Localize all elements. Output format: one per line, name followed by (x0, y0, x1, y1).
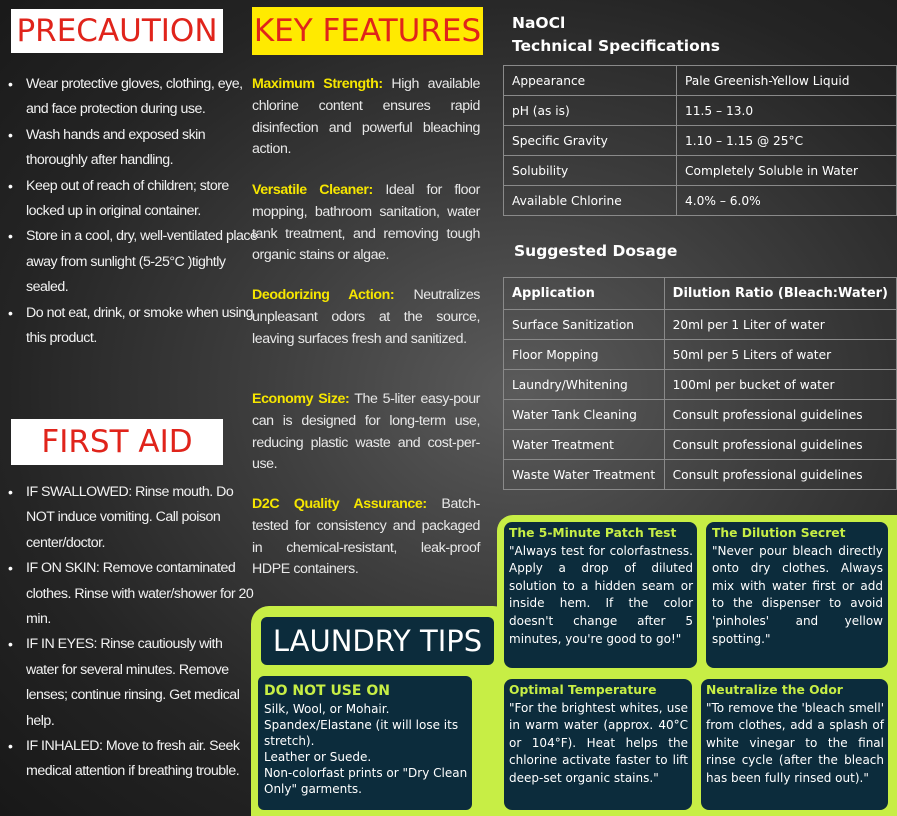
tip-card-title: The 5-Minute Patch Test (509, 526, 677, 540)
spec-value: Completely Soluble in Water (677, 156, 897, 186)
feature-title: Versatile Cleaner: (252, 182, 373, 198)
do-not-use-card (258, 676, 472, 810)
dosage-ratio: Consult professional guidelines (664, 430, 896, 460)
dosage-application: Surface Sanitization (504, 310, 665, 340)
dosage-application: Laundry/Whitening (504, 370, 665, 400)
precaution-heading: PRECAUTION (11, 9, 223, 53)
dosage-application: Waste Water Treatment (504, 460, 665, 490)
specs-title (512, 12, 720, 58)
laundry-tips-heading: LAUNDRY TIPS (261, 617, 494, 665)
spec-value: Pale Greenish-Yellow Liquid (677, 66, 897, 96)
table-header-row (504, 278, 897, 310)
spec-value: 11.5 – 13.0 (677, 96, 897, 126)
feature-item (252, 389, 480, 476)
dosage-table (503, 277, 897, 490)
list-item: • Store in a cool, dry, well-ventilated place away from sunlight (5-25°C )tightly sealed. (26, 224, 258, 300)
do-not-use-item: Leather or Suede. (264, 750, 372, 764)
table-row (504, 156, 897, 186)
dosage-application: Water Tank Cleaning (504, 400, 665, 430)
precaution-list (0, 72, 258, 351)
do-not-use-title: DO NOT USE ON (264, 683, 390, 699)
dosage-ratio: 50ml per 5 Liters of water (664, 340, 896, 370)
dosage-application: Floor Mopping (504, 340, 665, 370)
key-features-heading: KEY FEATURES (252, 7, 483, 55)
table-row (504, 186, 897, 216)
tip-card-text: "For the brightest whites, use in warm water (approx. 40°C or 104°F). Heat helps the chlorine activate faster to lift deep-set organic stains." (509, 700, 688, 785)
table-row (504, 96, 897, 126)
dosage-ratio: 100ml per bucket of water (664, 370, 896, 400)
table-row (504, 126, 897, 156)
tip-card-text: "Always test for colorfastness. Apply a drop of diluted solution to a hidden seam or inside hem. If the color doesn't change after 5 minutes, you're good to go!" (509, 543, 693, 646)
tip-card-text: "Never pour bleach directly onto dry clothes. Always mix with water first or add to the dispenser to avoid 'pinholes' and yellow spotting." (712, 543, 883, 646)
feature-text: The 5-liter easy-pour can is designed for long-term use, reducing plastic waste and cost-per-use. (252, 391, 481, 473)
tip-card-odor (701, 679, 888, 810)
dosage-application: Water Treatment (504, 430, 665, 460)
specs-table (503, 65, 897, 216)
spec-label: Available Chlorine (504, 186, 677, 216)
do-not-use-item: Non-colorfast prints or "Dry Clean Only" garments. (264, 766, 468, 796)
feature-item (252, 74, 480, 161)
do-not-use-item: Silk, Wool, or Mohair. (264, 702, 390, 716)
feature-title: Maximum Strength: (252, 76, 383, 92)
list-item: • IF ON SKIN: Remove contaminated clothes. Rinse with water/shower for 20 min. (26, 556, 258, 632)
feature-title: Economy Size: (252, 391, 350, 407)
spec-value: 4.0% – 6.0% (677, 186, 897, 216)
feature-item (252, 494, 480, 581)
table-row (504, 310, 897, 340)
dosage-ratio: Consult professional guidelines (664, 460, 896, 490)
table-row (504, 370, 897, 400)
dosage-title: Suggested Dosage (514, 242, 678, 260)
table-row (504, 400, 897, 430)
spec-label: Solubility (504, 156, 677, 186)
spec-label: Specific Gravity (504, 126, 677, 156)
feature-text: High available chlorine content ensures rapid disinfection and powerful bleaching action. (252, 76, 480, 158)
dosage-ratio: Consult professional guidelines (664, 400, 896, 430)
tip-card-temperature (504, 679, 692, 810)
list-item: • IF SWALLOWED: Rinse mouth. Do NOT induce vomiting. Call poison center/doctor. (26, 480, 258, 556)
list-item: • Wash hands and exposed skin thoroughly after handling. (26, 123, 258, 174)
first-aid-heading: FIRST AID (11, 419, 223, 465)
feature-title: Deodorizing Action: (252, 287, 395, 303)
spec-label: Appearance (504, 66, 677, 96)
tip-card-title: The Dilution Secret (712, 526, 846, 540)
first-aid-list (0, 480, 258, 785)
dosage-ratio: 20ml per 1 Liter of water (664, 310, 896, 340)
feature-text: Neutralizes unpleasant odors at the source, leaving surfaces fresh and sanitized. (252, 287, 481, 347)
list-item: • Keep out of reach of children; store locked up in original container. (26, 174, 258, 225)
table-row (504, 460, 897, 490)
specs-title-line2: Technical Specifications (512, 37, 720, 55)
specs-title-line1: NaOCl (512, 14, 566, 32)
tip-card-text: "To remove the 'bleach smell' from clothes, add a splash of white vinegar to the final rinse cycle (after the bleach has been fully rinsed out)." (706, 700, 884, 785)
column-header: Application (504, 278, 665, 310)
feature-title: D2C Quality Assurance: (252, 496, 427, 512)
tip-card-title: Neutralize the Odor (706, 683, 843, 697)
table-row (504, 66, 897, 96)
tip-card-title: Optimal Temperature (509, 683, 657, 697)
table-row (504, 340, 897, 370)
feature-item (252, 285, 480, 350)
list-item: • Do not eat, drink, or smoke when using this product. (26, 301, 258, 352)
list-item: • IF INHALED: Move to fresh air. Seek medical attention if breathing trouble. (26, 734, 258, 785)
spec-value: 1.10 – 1.15 @ 25°C (677, 126, 897, 156)
do-not-use-item: Spandex/Elastane (it will lose its stretch). (264, 718, 459, 748)
tip-card-patch-test (504, 522, 697, 668)
table-row (504, 430, 897, 460)
list-item: • IF IN EYES: Rinse cautiously with water for several minutes. Remove lenses; continue rinsing. Get medical help. (26, 632, 258, 734)
feature-text: Batch-tested for consistency and packaged in chemical-resistant, leak-proof HDPE containers. (252, 496, 481, 578)
tip-card-dilution (706, 522, 888, 668)
spec-label: pH (as is) (504, 96, 677, 126)
column-header: Dilution Ratio (Bleach:Water) (664, 278, 896, 310)
feature-item (252, 180, 480, 267)
list-item: • Wear protective gloves, clothing, eye, and face protection during use. (26, 72, 258, 123)
feature-text: Ideal for floor mopping, bathroom sanitation, water tank treatment, and removing tough organic stains or algae. (252, 182, 480, 264)
